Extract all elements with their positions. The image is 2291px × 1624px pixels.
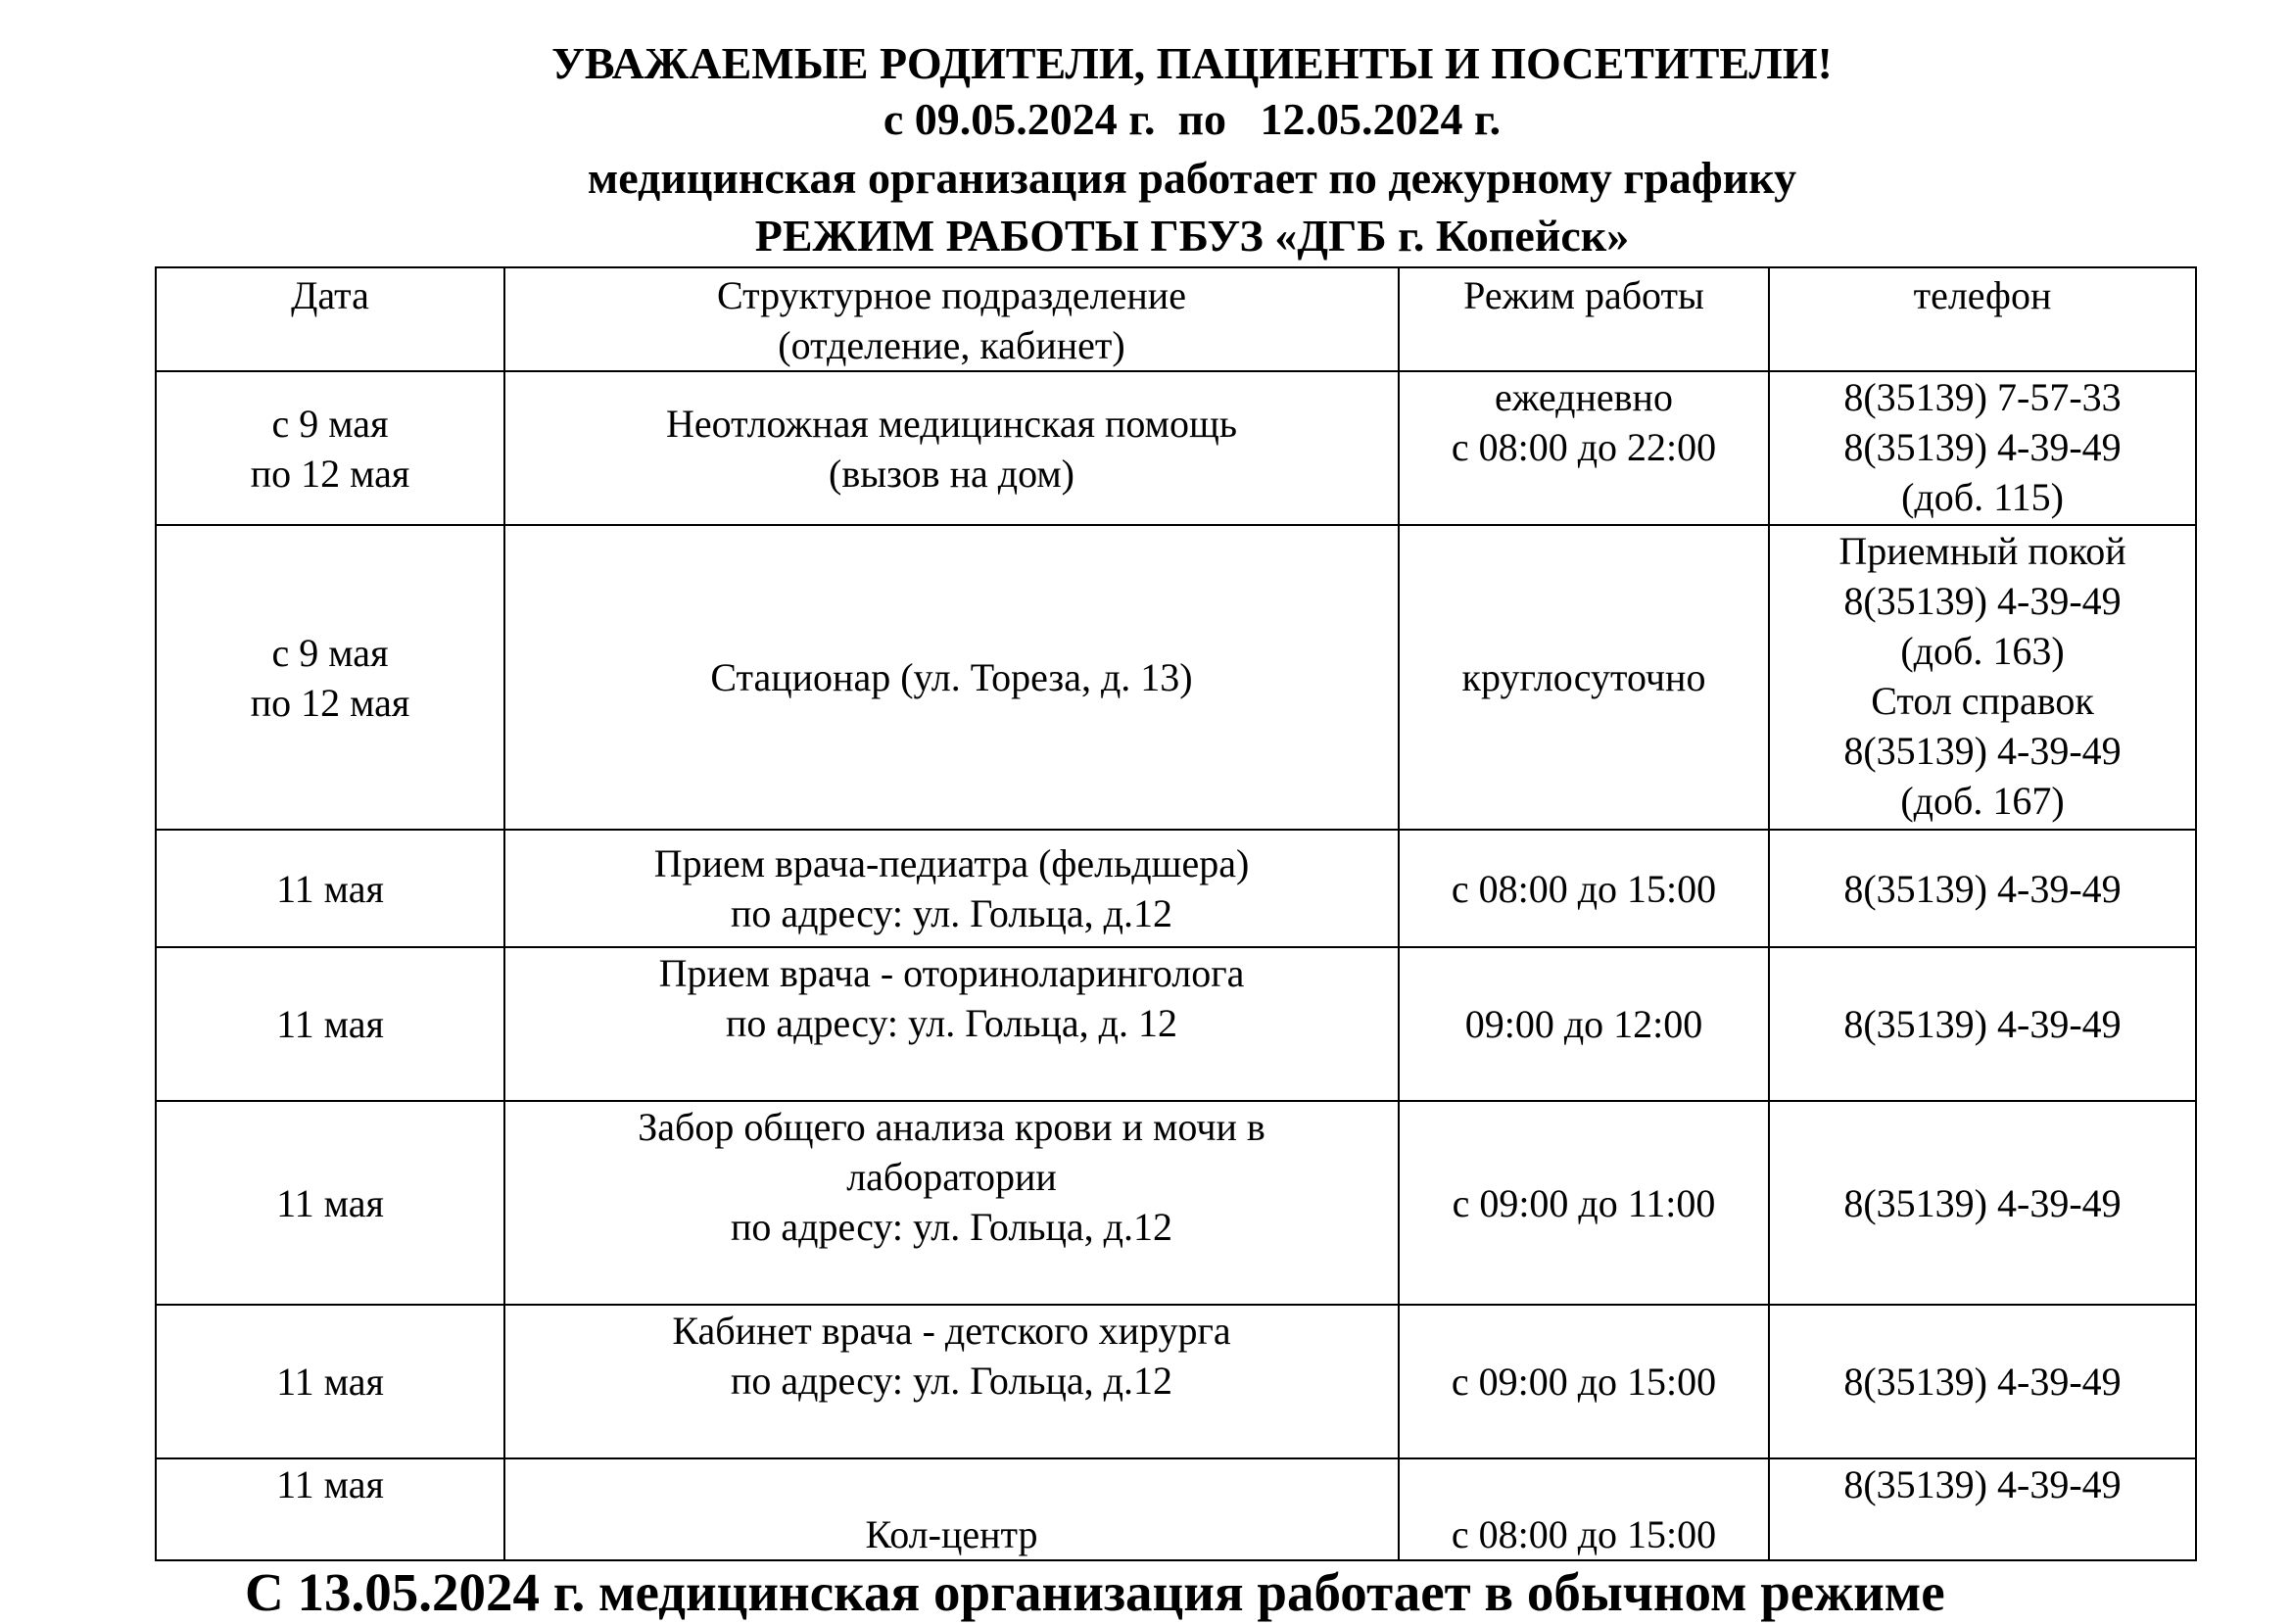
cell-date: с 9 мая по 12 мая — [156, 525, 504, 830]
cell-mode: с 09:00 до 15:00 — [1399, 1305, 1769, 1458]
heading-greeting: УВАЖАЕМЫЕ РОДИТЕЛИ, ПАЦИЕНТЫ И ПОСЕТИТЕЛИ! — [551, 38, 1833, 88]
table-header-row — [156, 267, 2196, 371]
heading-schedule-title: РЕЖИМ РАБОТЫ ГБУЗ «ДГБ г. Копейск» — [754, 211, 1630, 261]
cell-mode: с 09:00 до 11:00 — [1399, 1101, 1769, 1305]
table-row — [156, 525, 2196, 830]
cell-date: с 9 мая по 12 мая — [156, 371, 504, 525]
cell-mode: с 08:00 до 15:00 — [1399, 830, 1769, 947]
cell-phone: 8(35139) 4-39-49 — [1769, 1101, 2196, 1305]
cell-unit: Кол-центр — [504, 1458, 1399, 1560]
cell-unit: Прием врача - оториноларинголога по адресу: ул. Гольца, д. 12 — [504, 947, 1399, 1101]
table-row — [156, 1458, 2196, 1560]
cell-unit: Прием врача-педиатра (фельдшера) по адресу: ул. Гольца, д.12 — [504, 830, 1399, 947]
cell-phone: 8(35139) 7-57-33 8(35139) 4-39-49 (доб. 115) — [1769, 371, 2196, 525]
cell-phone: 8(35139) 4-39-49 — [1769, 830, 2196, 947]
cell-mode: с 08:00 до 15:00 — [1399, 1458, 1769, 1560]
cell-unit: Неотложная медицинская помощь (вызов на дом) — [504, 371, 1399, 525]
table-row — [156, 947, 2196, 1101]
table-row — [156, 1305, 2196, 1458]
heading-date-range: с 09.05.2024 г. по 12.05.2024 г. — [883, 94, 1502, 144]
cell-unit: Стационар (ул. Тореза, д. 13) — [504, 525, 1399, 830]
cell-unit: Кабинет врача - детского хирурга по адресу: ул. Гольца, д.12 — [504, 1305, 1399, 1458]
cell-mode: 09:00 до 12:00 — [1399, 947, 1769, 1101]
header-date: Дата — [156, 267, 504, 371]
cell-phone: 8(35139) 4-39-49 — [1769, 1305, 2196, 1458]
cell-date: 11 мая — [156, 1305, 504, 1458]
table-row — [156, 371, 2196, 525]
cell-date: 11 мая — [156, 1101, 504, 1305]
schedule-table — [155, 266, 2197, 1561]
footer-normal-mode-notice: С 13.05.2024 г. медицинская организация работает в обычном режиме — [245, 1562, 1945, 1622]
cell-mode: ежедневно с 08:00 до 22:00 — [1399, 371, 1769, 525]
cell-phone: 8(35139) 4-39-49 — [1769, 947, 2196, 1101]
cell-mode: круглосуточно — [1399, 525, 1769, 830]
cell-date: 11 мая — [156, 830, 504, 947]
header-phone: телефон — [1769, 267, 2196, 371]
header-mode: Режим работы — [1399, 267, 1769, 371]
cell-phone: 8(35139) 4-39-49 — [1769, 1458, 2196, 1560]
table-row — [156, 1101, 2196, 1305]
cell-unit: Забор общего анализа крови и мочи в лаборатории по адресу: ул. Гольца, д.12 — [504, 1101, 1399, 1305]
table-row — [156, 830, 2196, 947]
cell-phone: Приемный покой 8(35139) 4-39-49 (доб. 163) Стол справок 8(35139) 4-39-49 (доб. 167) — [1769, 525, 2196, 830]
cell-date: 11 мая — [156, 947, 504, 1101]
cell-date: 11 мая — [156, 1458, 504, 1560]
heading-duty-notice: медицинская организация работает по дежурному графику — [587, 153, 1797, 203]
header-unit: Структурное подразделение (отделение, кабинет) — [504, 267, 1399, 371]
